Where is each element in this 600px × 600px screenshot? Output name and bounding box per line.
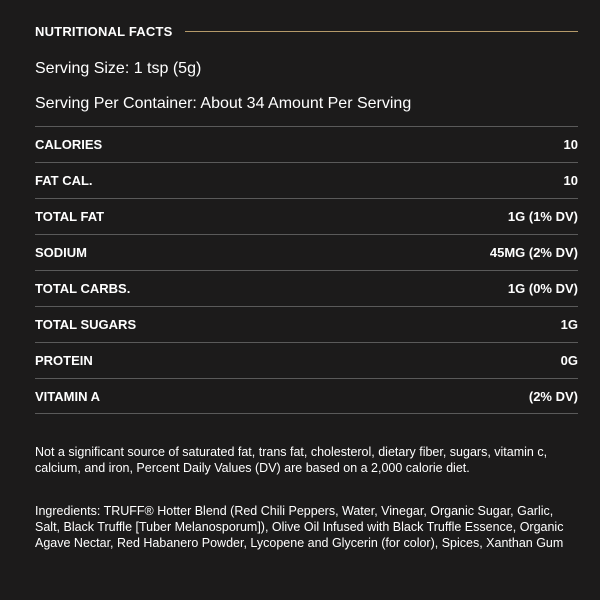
daily-value-footnote: Not a significant source of saturated fat, trans fat, cholesterol, dietary fiber, sugars, vitamin c, calcium, and iron, Percent Daily Values (DV) are based on a 2,000 calorie diet. — [35, 445, 548, 475]
nutrient-label: TOTAL CARBS. — [35, 281, 131, 296]
nutrient-row-total-sugars — [35, 306, 578, 342]
nutrient-row-sodium — [35, 234, 578, 270]
header-divider — [185, 31, 579, 32]
nutrient-table — [35, 126, 578, 414]
serving-size: Serving Size: 1 tsp (5g) — [35, 60, 202, 77]
nutrient-label: TOTAL FAT — [35, 209, 105, 224]
nutrient-row-fat-cal — [35, 162, 578, 198]
nutrient-value: 1G (1% DV) — [507, 209, 578, 224]
nutrient-row-vitamin-a — [35, 378, 578, 414]
nutrient-value: 10 — [563, 137, 578, 152]
nutrient-label: VITAMIN A — [35, 388, 100, 404]
nutrient-label: TOTAL SUGARS — [35, 317, 137, 332]
nutrition-title: NUTRITIONAL FACTS — [35, 23, 173, 39]
nutrient-label: CALORIES — [35, 137, 103, 152]
nutrient-row-total-fat — [35, 198, 578, 234]
nutrient-label: SODIUM — [35, 245, 87, 260]
nutrient-value: 10 — [563, 173, 578, 188]
nutrient-value: (2% DV) — [528, 388, 578, 404]
nutrient-value: 1G — [560, 317, 578, 332]
nutrient-label: FAT CAL. — [35, 173, 93, 188]
nutrition-panel — [35, 0, 578, 600]
nutrient-row-total-carbs — [35, 270, 578, 306]
ingredients-list: Ingredients: TRUFF® Hotter Blend (Red Chili Peppers, Water, Vinegar, Organic Sugar, Garlic, Salt, Black Truffle [Tuber Melanosporum]), Olive Oil Infused with Black Truffle Essence, Organic Agave Nectar, Red Habanero Powder, Lycopene and Glycerin (for color), Spices, Xanthan Gum — [35, 504, 564, 550]
nutrient-value: 0G — [560, 353, 578, 368]
nutrient-row-protein — [35, 342, 578, 378]
serving-per-container: Serving Per Container: About 34 Amount Per Serving — [35, 95, 412, 112]
nutrient-row-calories — [35, 126, 578, 162]
nutrient-value: 45MG (2% DV) — [489, 245, 578, 260]
nutrition-header — [35, 22, 578, 40]
nutrient-value: 1G (0% DV) — [507, 281, 578, 296]
nutrient-label: PROTEIN — [35, 353, 93, 368]
